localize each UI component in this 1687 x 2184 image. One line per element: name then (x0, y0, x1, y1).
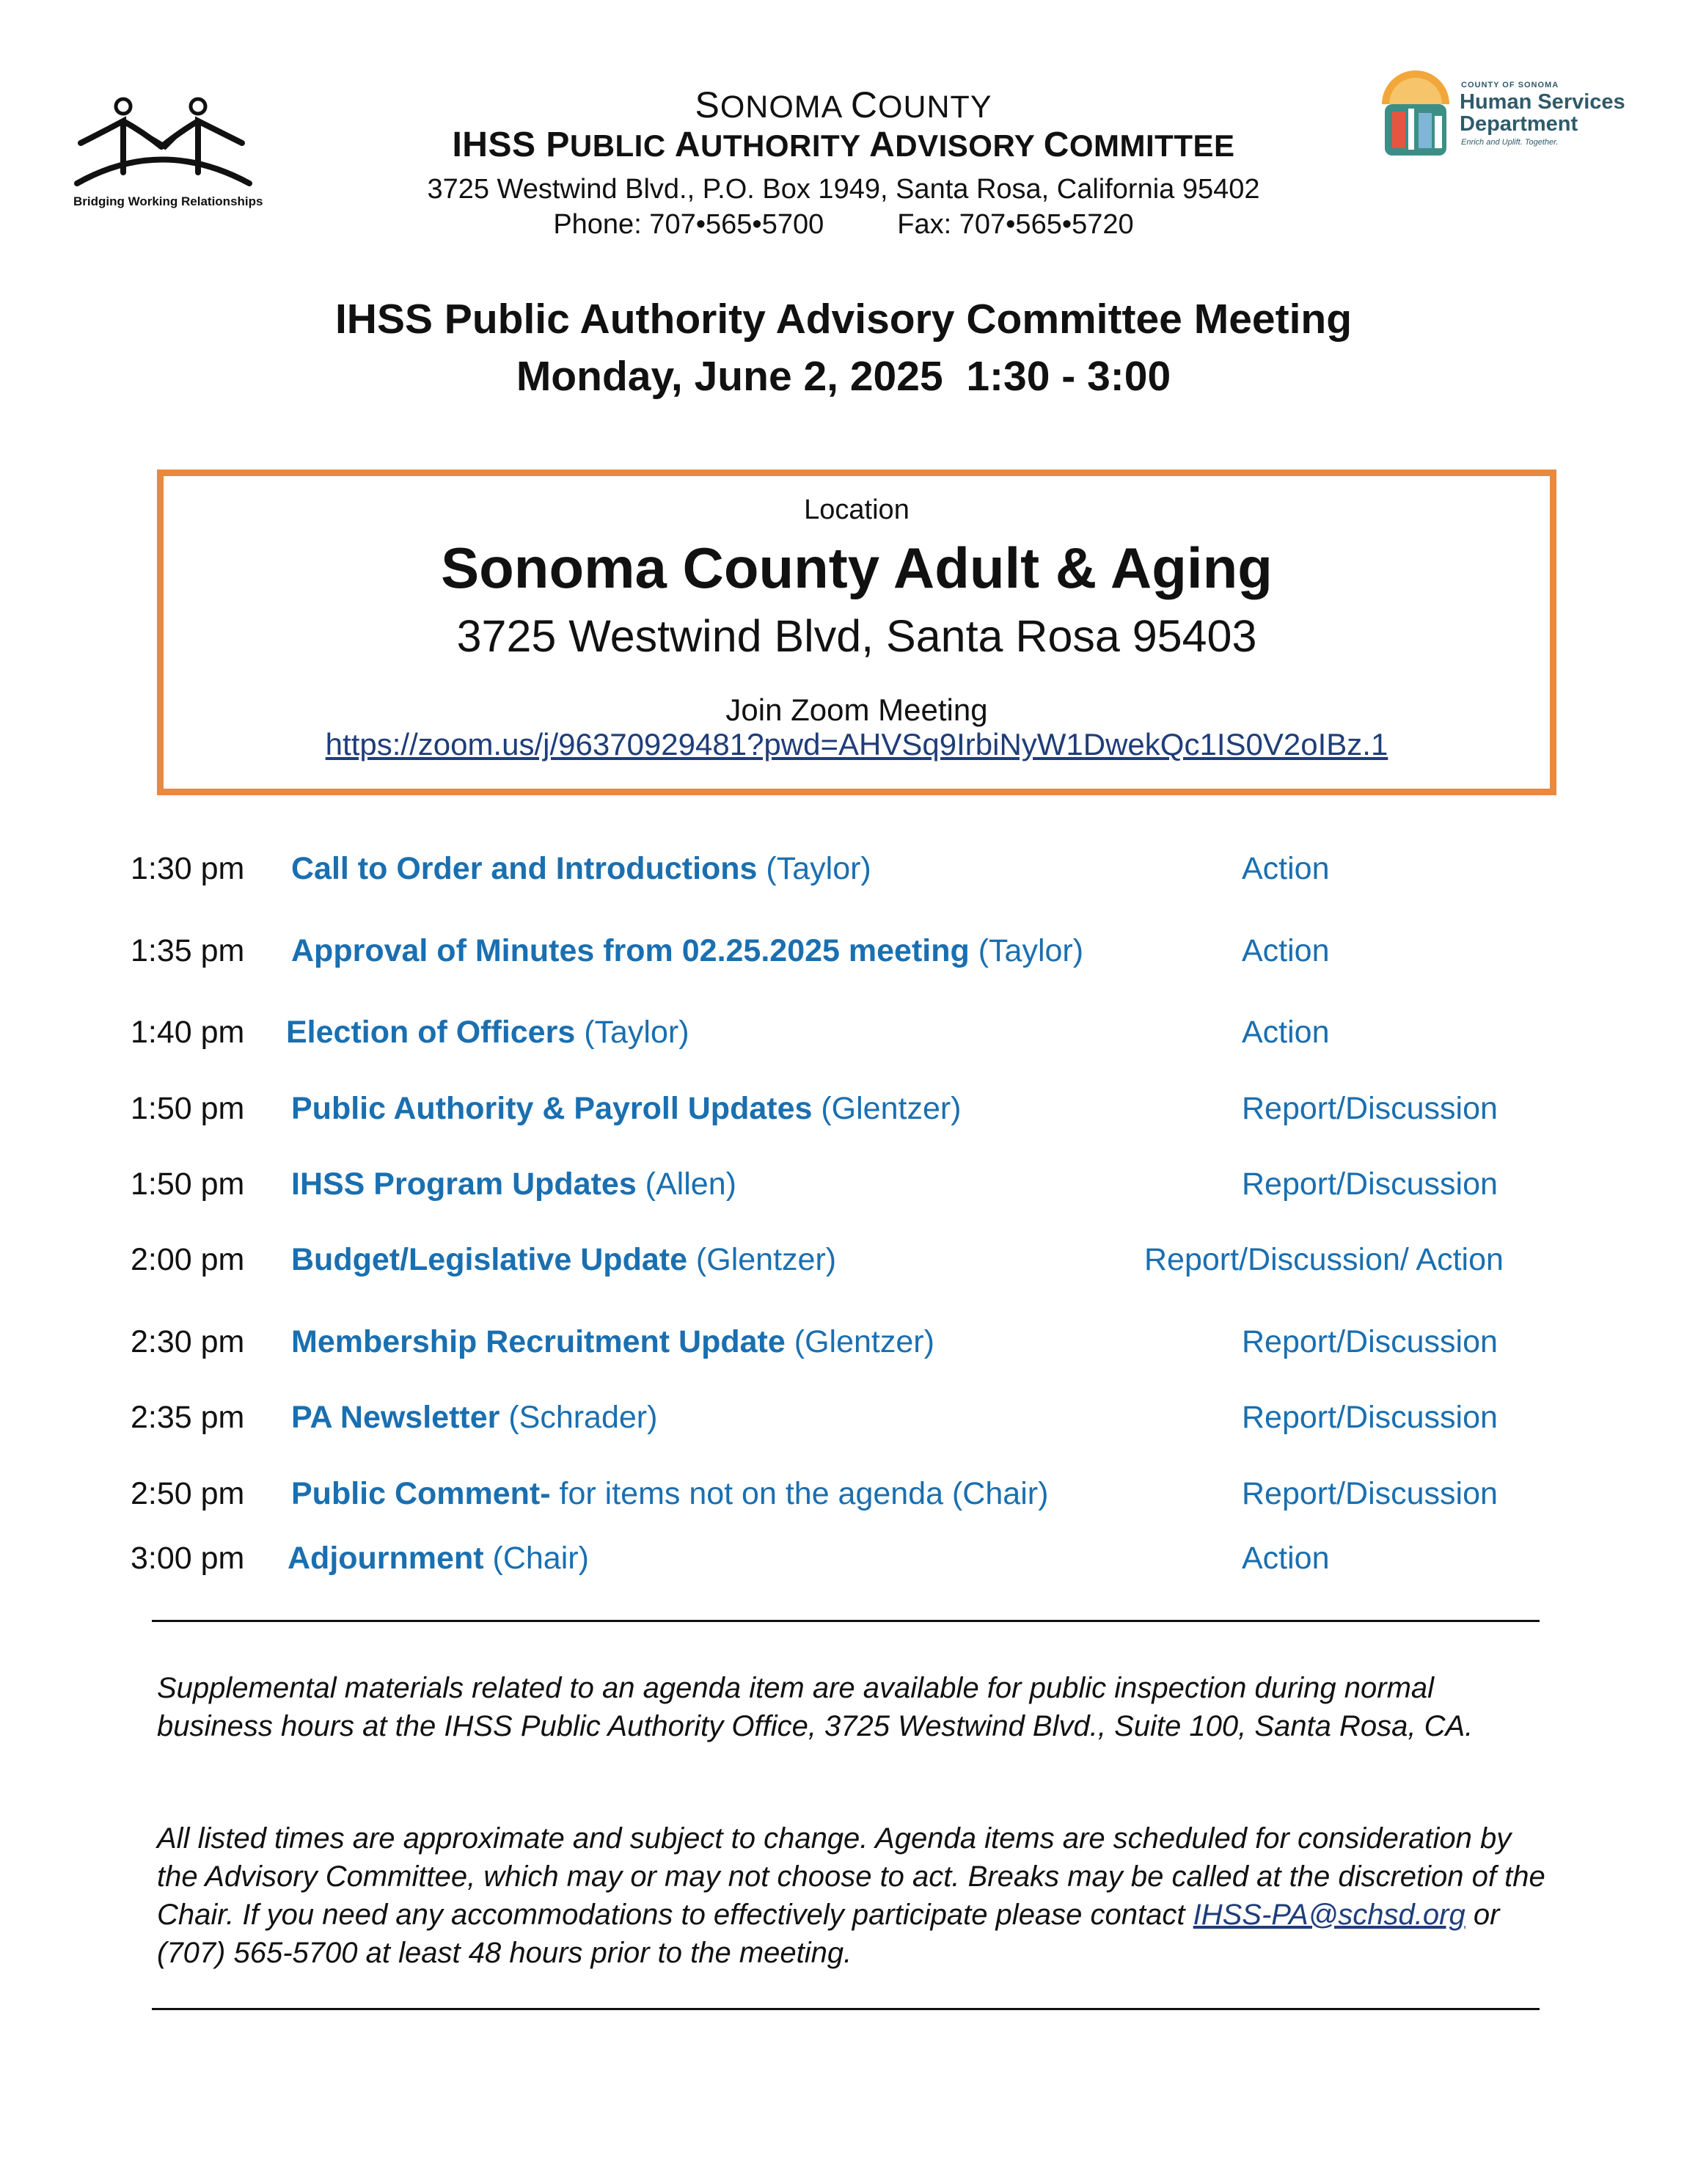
agenda-row (0, 1015, 1687, 1059)
agenda-status: Action (1242, 851, 1330, 886)
agenda-row (0, 1324, 1687, 1368)
agenda-row (0, 1091, 1687, 1135)
agenda-item-title: Call to Order and Introductions (291, 851, 758, 886)
agenda-item (291, 851, 871, 887)
agenda-item (291, 1476, 1048, 1512)
agenda-row (0, 1541, 1687, 1585)
agenda-item-title: Membership Recruitment Update (291, 1324, 786, 1359)
agenda-item (291, 1400, 657, 1436)
agenda-item-title: PA Newsletter (291, 1400, 500, 1435)
zoom-link[interactable]: https://zoom.us/j/96370929481?pwd=AHVSq9IrbiNyW1DwekQc1IS0V2oIBz.1 (325, 727, 1388, 762)
logo-slogan: Enrich and Uplift. Together. (1461, 138, 1559, 147)
logo-tagline: Bridging Working Relationships (73, 194, 263, 208)
location-label: Location (804, 494, 910, 525)
office-address: 3725 Westwind Blvd., P.O. Box 1949, Santa Rosa, California 95402 (427, 174, 1260, 205)
agenda-time: 2:50 pm (131, 1476, 245, 1511)
supplemental-note: Supplemental materials related to an agenda item are available for public inspection during normal business hours at the IHSS Public Authority Office, 3725 Westwind Blvd., Suite 100, Santa Rosa, CA. (157, 1672, 1474, 1742)
county-name: SONOMA COUNTY (695, 84, 992, 125)
agenda-time: 1:35 pm (131, 933, 245, 968)
agenda-item-presenter: (Taylor) (757, 851, 871, 886)
agenda-time: 2:35 pm (131, 1400, 245, 1435)
agenda-item-title: Election of Officers (286, 1015, 576, 1050)
agenda-status: Action (1242, 933, 1330, 968)
agenda-status: Report/Discussion/ Action (1144, 1242, 1504, 1277)
logo-department-name: Human Services Department (1460, 90, 1625, 136)
divider-bottom (152, 2008, 1540, 2010)
agenda-item-presenter: (Glentzer) (785, 1324, 934, 1359)
agenda-item-presenter: (Taylor) (575, 1015, 689, 1050)
human-services-emblem-icon (1379, 67, 1452, 159)
agenda-item-presenter: (Glentzer) (812, 1091, 962, 1126)
agenda-status: Report/Discussion (1242, 1166, 1498, 1202)
agenda-row (0, 1476, 1687, 1520)
agenda-item (291, 1242, 836, 1278)
agenda-item-presenter: (Taylor) (969, 933, 1084, 968)
agenda-status: Report/Discussion (1242, 1400, 1498, 1435)
agenda-row (0, 1166, 1687, 1210)
agenda-item-title: Budget/Legislative Update (291, 1242, 687, 1277)
divider-top (152, 1620, 1540, 1622)
agenda-status: Action (1242, 1015, 1330, 1050)
logo-county-label: COUNTY OF SONOMA (1461, 81, 1559, 90)
agenda-item-presenter: (Schrader) (499, 1400, 658, 1435)
agenda-status: Report/Discussion (1242, 1324, 1498, 1359)
agenda-item-presenter: (Chair) (483, 1541, 589, 1576)
agenda-status: Report/Discussion (1242, 1476, 1498, 1511)
location-address: 3725 Westwind Blvd, Santa Rosa 95403 (456, 611, 1257, 661)
agenda-item-presenter: for items not on the agenda (Chair) (550, 1476, 1049, 1511)
meeting-title: IHSS Public Authority Advisory Committee Meeting (334, 296, 1353, 343)
agenda-item-presenter: (Allen) (636, 1166, 736, 1202)
agenda-item-title: Approval of Minutes from 02.25.2025 meeting (291, 933, 970, 968)
agenda-time: 1:30 pm (131, 851, 245, 886)
agenda-item-presenter: (Glentzer) (687, 1242, 837, 1277)
accommodations-note: All listed times are approximate and subject to change. Agenda items are scheduled for consideration by the Advisory Committee, which may or may not choose to act. Breaks may be called at the discretion of the Chair. If you need any accommodations to effectively participate please contact IHSS-PA@schsd.org or (707) 565-5700 at least 48 hours prior to the meeting. (157, 1822, 1545, 1969)
agenda-item (291, 933, 1083, 969)
human-services-logo (1379, 67, 1628, 163)
contact-numbers (0, 209, 1687, 241)
zoom-label: Join Zoom Meeting (725, 693, 988, 727)
fax-number: Fax: 707•565•5720 (897, 209, 1134, 240)
agenda-time: 1:40 pm (131, 1015, 245, 1050)
agenda-row (0, 1400, 1687, 1444)
meeting-date: Monday, June 2, 2025 1:30 - 3:00 (516, 353, 1171, 400)
location-box (157, 470, 1556, 795)
committee-name: IHSS PUBLIC AUTHORITY ADVISORY COMMITTEE (452, 125, 1235, 164)
agenda-row (0, 933, 1687, 977)
agenda-row (0, 851, 1687, 895)
agenda-item-title: IHSS Program Updates (291, 1166, 637, 1202)
agenda-item-title: Public Authority & Payroll Updates (291, 1091, 813, 1126)
agenda-row (0, 1242, 1687, 1286)
agenda-item (286, 1015, 689, 1051)
agenda-time: 3:00 pm (131, 1541, 245, 1576)
agenda-item (291, 1324, 934, 1360)
agenda-item (288, 1541, 589, 1577)
location-name: Sonoma County Adult & Aging (441, 536, 1273, 600)
phone-number: Phone: 707•565•5700 (553, 209, 824, 240)
agenda-time: 2:00 pm (131, 1242, 245, 1277)
agenda-time: 1:50 pm (131, 1091, 245, 1126)
agenda-status: Action (1242, 1541, 1330, 1576)
agenda-time: 1:50 pm (131, 1166, 245, 1202)
agenda-item-title: Public Comment- (291, 1476, 551, 1511)
contact-email-link[interactable]: IHSS-PA@schsd.org (1193, 1899, 1465, 1931)
agenda-item (291, 1166, 736, 1202)
agenda-item (291, 1091, 962, 1127)
agenda-time: 2:30 pm (131, 1324, 245, 1359)
agenda-status: Report/Discussion (1242, 1091, 1498, 1126)
agenda-item-title: Adjournment (288, 1541, 484, 1576)
